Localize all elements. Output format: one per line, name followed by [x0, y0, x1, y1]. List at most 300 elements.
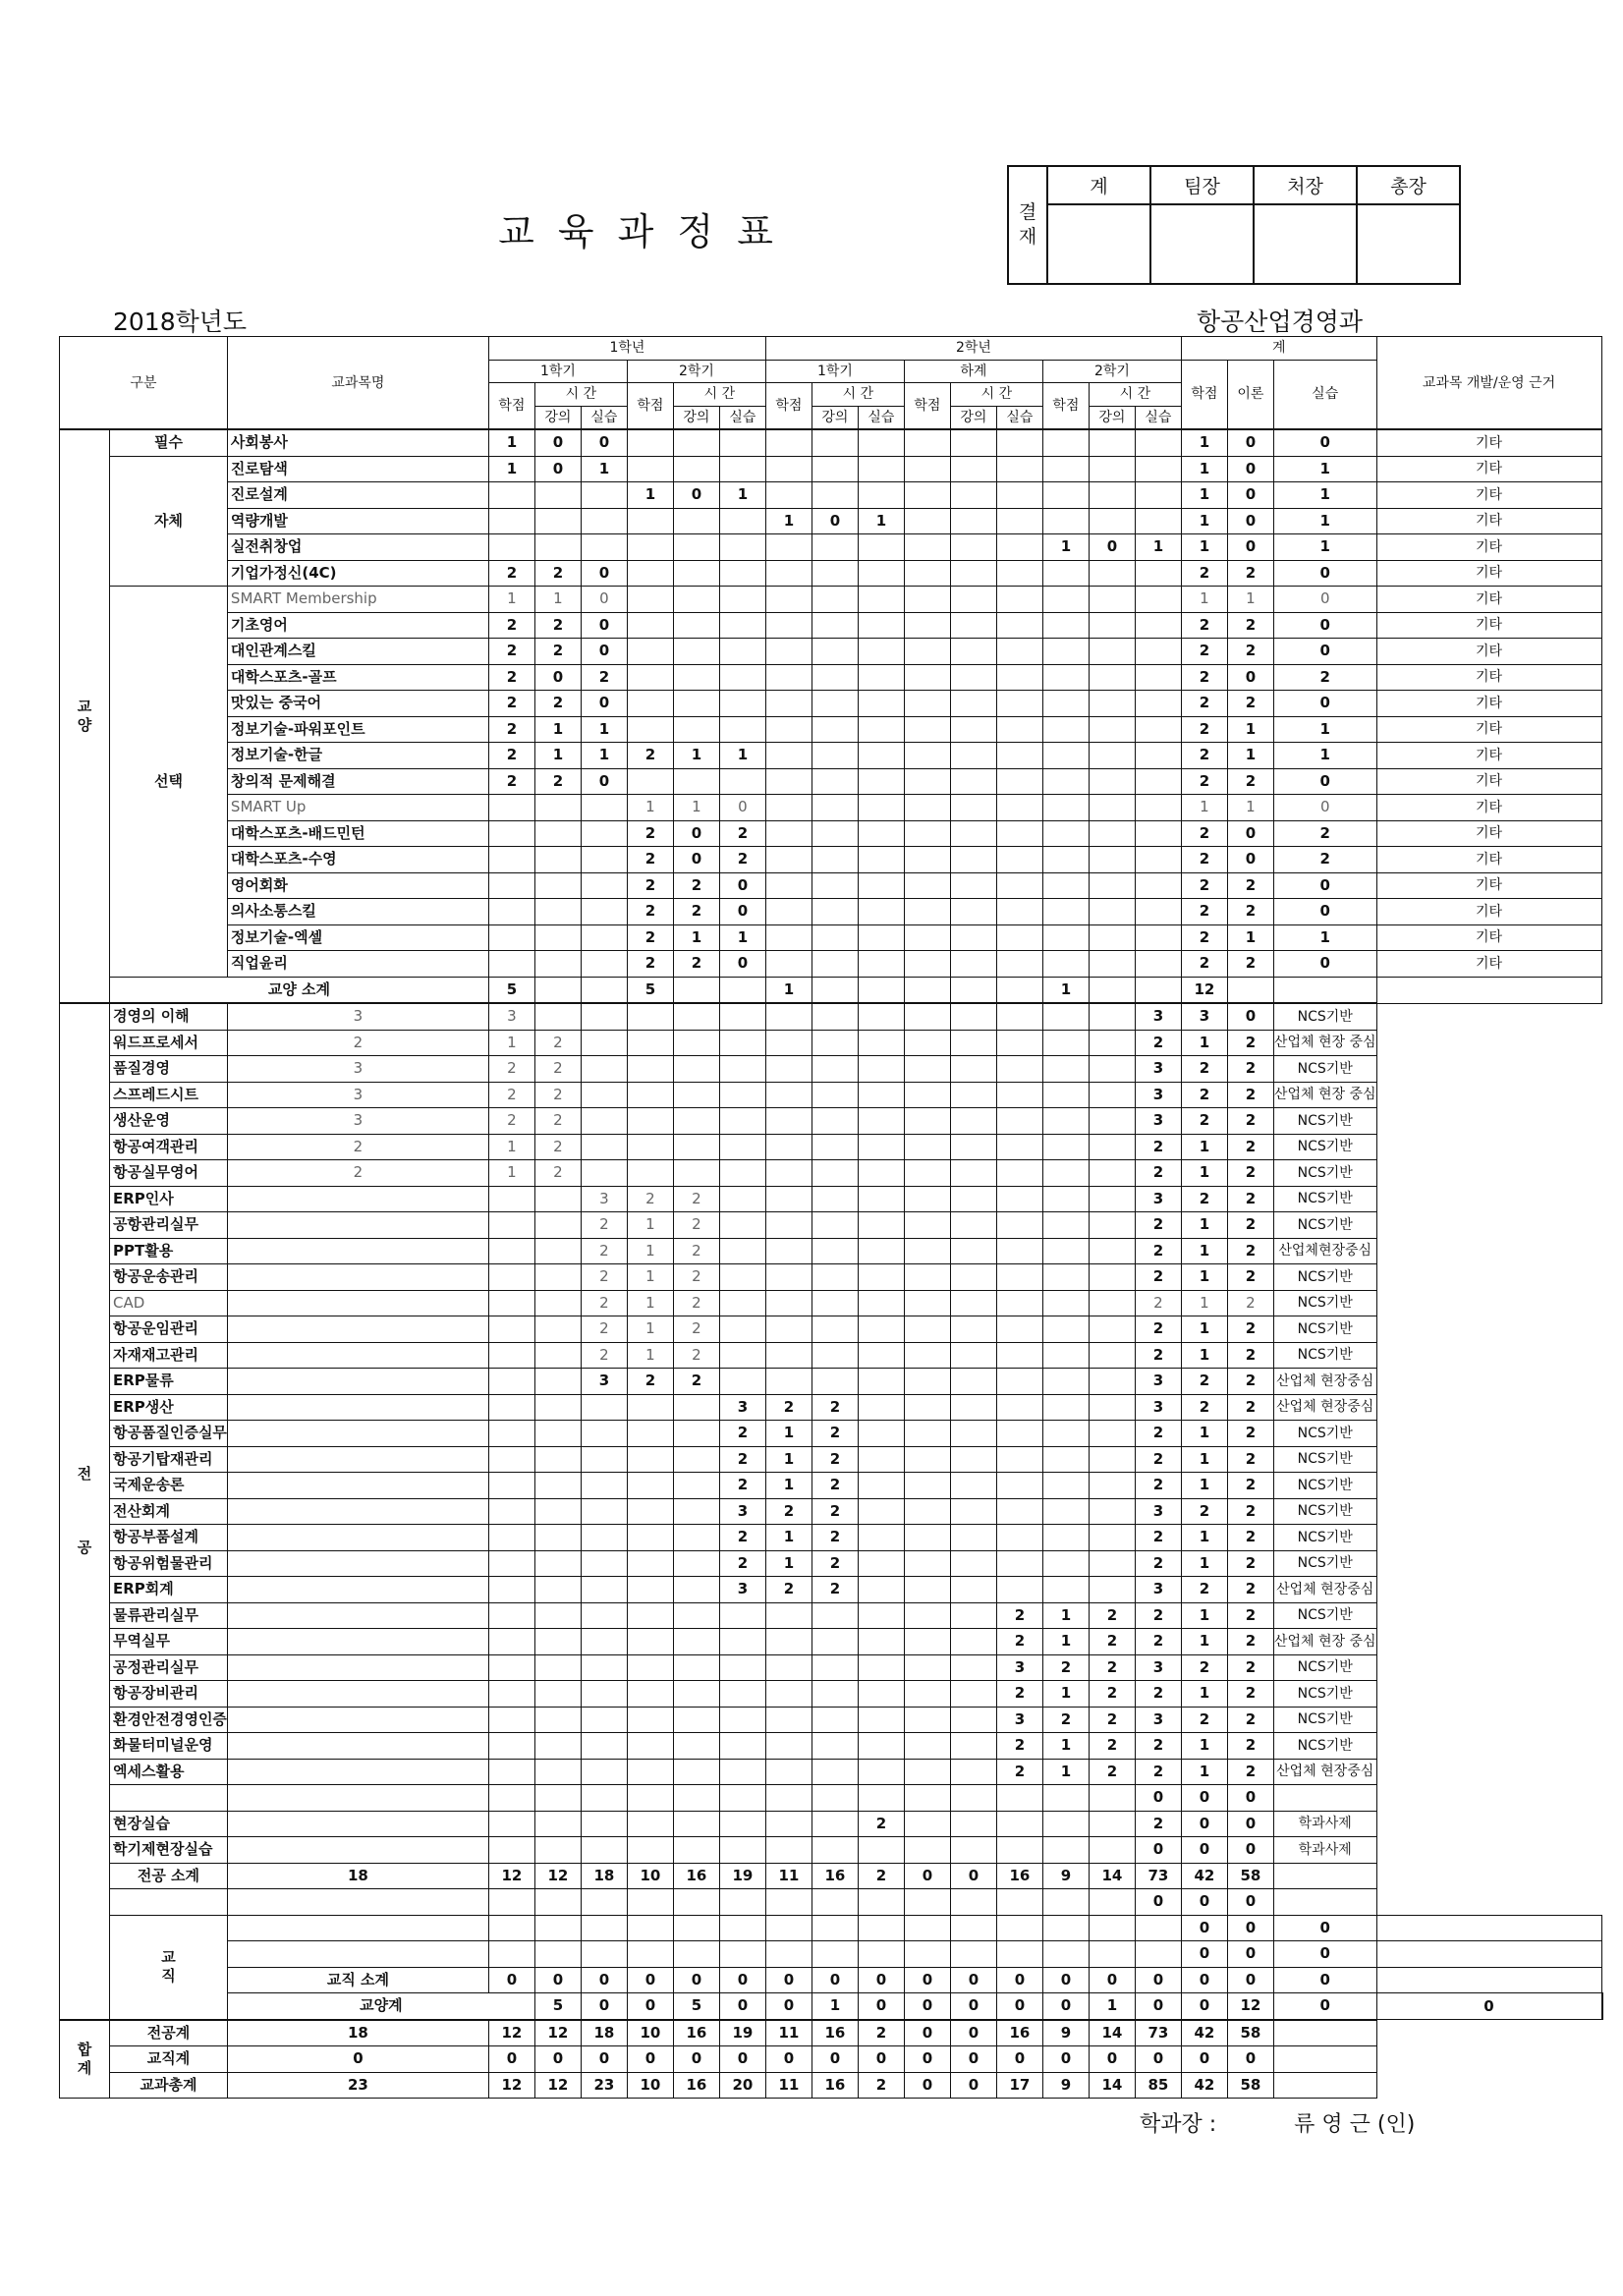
value-cell	[1089, 743, 1135, 769]
value-cell	[581, 1707, 627, 1733]
value-cell	[996, 951, 1042, 978]
value-cell	[673, 1681, 719, 1708]
value-cell	[581, 872, 627, 899]
value-cell	[719, 768, 765, 795]
course-name: 진로탐색	[227, 456, 488, 482]
value-cell	[627, 1785, 673, 1812]
basis-cell: NCS기반	[1273, 1186, 1376, 1212]
header-lecture: 강의	[673, 406, 719, 429]
approval-label: 결 재	[1008, 166, 1047, 284]
table-header	[60, 337, 1603, 430]
value-cell	[488, 1498, 534, 1525]
value-cell	[627, 560, 673, 587]
value-cell	[719, 1238, 765, 1264]
value-cell	[581, 508, 627, 534]
value-cell	[673, 1602, 719, 1629]
value-cell	[812, 1681, 858, 1708]
value-cell: 2	[996, 1733, 1042, 1760]
value-cell: 5	[627, 977, 673, 1003]
value-cell: 1	[1181, 1212, 1227, 1239]
value-cell	[950, 847, 996, 873]
value-cell	[488, 1941, 534, 1968]
value-cell: 2	[812, 1498, 858, 1525]
value-cell	[627, 1550, 673, 1577]
value-cell	[765, 1160, 812, 1187]
value-cell: 0	[950, 1863, 996, 1889]
value-cell: 73	[1135, 2020, 1181, 2046]
basis-cell: 산업체 현장 중심	[1273, 1082, 1376, 1108]
value-cell: 2	[1227, 1759, 1273, 1785]
value-cell	[904, 612, 950, 639]
value-cell: 0	[1227, 1941, 1273, 1968]
value-cell	[627, 639, 673, 665]
value-cell: 3	[1135, 1707, 1181, 1733]
value-cell: 2	[1227, 1654, 1273, 1681]
table-row	[60, 1681, 1603, 1708]
basis-cell: NCS기반	[1273, 1212, 1376, 1239]
value-cell: 2	[534, 1108, 581, 1135]
value-cell	[996, 1030, 1042, 1056]
value-cell	[950, 820, 996, 847]
value-cell	[996, 820, 1042, 847]
header-practice: 실습	[719, 406, 765, 429]
value-cell	[765, 743, 812, 769]
value-cell	[1042, 899, 1089, 925]
value-cell	[996, 429, 1042, 456]
value-cell	[1089, 872, 1135, 899]
value-cell: 2	[1089, 1759, 1135, 1785]
course-name: 영어회화	[227, 872, 488, 899]
course-name	[110, 1889, 228, 1916]
value-cell: 2	[627, 951, 673, 978]
value-cell	[950, 1134, 996, 1160]
value-cell	[1042, 612, 1089, 639]
value-cell	[534, 1212, 581, 1239]
value-cell: 2	[812, 1473, 858, 1499]
value-cell	[765, 872, 812, 899]
group-total: 합 계	[60, 2020, 110, 2099]
value-cell	[858, 1108, 904, 1135]
value-cell: 0	[581, 639, 627, 665]
value-cell	[765, 1264, 812, 1291]
value-cell: 1	[1181, 1264, 1227, 1291]
value-cell	[996, 847, 1042, 873]
table-row	[60, 1550, 1603, 1577]
value-cell	[1042, 847, 1089, 873]
value-cell	[996, 1264, 1042, 1291]
value-cell: 2	[1181, 872, 1227, 899]
value-cell: 1	[1273, 716, 1376, 743]
approval-col-3: 처장	[1254, 166, 1357, 204]
value-cell	[227, 1473, 488, 1499]
value-cell: 0	[904, 2072, 950, 2099]
basis-cell	[1376, 977, 1601, 1003]
value-cell: 3	[1135, 1186, 1181, 1212]
value-cell	[1135, 872, 1181, 899]
value-cell: 1	[1181, 1134, 1227, 1160]
department-name: 항공산업경영과	[1197, 308, 1364, 336]
value-cell: 2	[1227, 1707, 1273, 1733]
value-cell: 0	[950, 2072, 996, 2099]
value-cell	[904, 924, 950, 951]
value-cell: 2	[1227, 1629, 1273, 1655]
value-cell: 0	[581, 1993, 627, 2020]
value-cell	[1089, 1446, 1135, 1473]
value-cell	[950, 1837, 996, 1864]
approval-col-2: 팀장	[1150, 166, 1254, 204]
value-cell	[673, 1759, 719, 1785]
value-cell	[227, 1707, 488, 1733]
value-cell	[581, 1082, 627, 1108]
value-cell	[996, 639, 1042, 665]
value-cell: 2	[858, 1863, 904, 1889]
value-cell	[950, 1342, 996, 1369]
value-cell	[858, 768, 904, 795]
value-cell	[765, 1733, 812, 1760]
value-cell	[719, 1733, 765, 1760]
value-cell: 1	[1227, 587, 1273, 613]
value-cell	[996, 872, 1042, 899]
value-cell	[950, 1654, 996, 1681]
value-cell: 85	[1135, 2072, 1181, 2099]
value-cell	[812, 1316, 858, 1343]
basis-cell: 기타	[1376, 899, 1601, 925]
basis-cell: 기타	[1376, 743, 1601, 769]
approval-sign-3[interactable]	[1254, 204, 1357, 284]
value-cell	[488, 872, 534, 899]
value-cell	[488, 1733, 534, 1760]
value-cell	[534, 977, 581, 1003]
approval-sign-4[interactable]	[1357, 204, 1460, 284]
value-cell: 0	[950, 2020, 996, 2046]
value-cell	[812, 1654, 858, 1681]
value-cell	[950, 1759, 996, 1785]
value-cell	[996, 977, 1042, 1003]
value-cell	[227, 1759, 488, 1785]
value-cell	[996, 1837, 1042, 1864]
header-credit: 학점	[627, 383, 673, 430]
value-cell	[996, 795, 1042, 821]
course-name: 품질경영	[110, 1056, 228, 1083]
value-cell: 2	[1135, 1134, 1181, 1160]
value-cell	[581, 977, 627, 1003]
value-cell	[812, 1134, 858, 1160]
value-cell	[950, 534, 996, 561]
value-cell	[765, 1082, 812, 1108]
value-cell: 11	[765, 2072, 812, 2099]
value-cell: 2	[1042, 1654, 1089, 1681]
value-cell	[858, 1889, 904, 1916]
value-cell	[858, 1186, 904, 1212]
value-cell	[904, 664, 950, 691]
value-cell	[996, 1785, 1042, 1812]
course-name: 워드프로세서	[110, 1030, 228, 1056]
value-cell	[996, 1577, 1042, 1603]
value-cell	[627, 691, 673, 717]
basis-cell: NCS기반	[1273, 1134, 1376, 1160]
basis-cell: NCS기반	[1273, 1160, 1376, 1187]
value-cell	[673, 768, 719, 795]
value-cell	[581, 1134, 627, 1160]
header-lecture: 강의	[812, 406, 858, 429]
value-cell	[904, 951, 950, 978]
value-cell	[858, 1212, 904, 1239]
value-cell	[227, 1446, 488, 1473]
value-cell	[488, 1915, 534, 1941]
course-name: 스프레드시트	[110, 1082, 228, 1108]
value-cell	[812, 1056, 858, 1083]
value-cell	[812, 587, 858, 613]
value-cell	[227, 1733, 488, 1760]
value-cell	[627, 1602, 673, 1629]
value-cell	[765, 1212, 812, 1239]
table-row	[60, 743, 1603, 769]
value-cell	[996, 1473, 1042, 1499]
value-cell	[765, 1915, 812, 1941]
table-row	[60, 587, 1603, 613]
value-cell	[812, 1342, 858, 1369]
value-cell	[581, 951, 627, 978]
value-cell	[1089, 924, 1135, 951]
course-name	[110, 1785, 228, 1812]
value-cell: 0	[1376, 1993, 1601, 2020]
value-cell	[1135, 847, 1181, 873]
table-row	[60, 1186, 1603, 1212]
value-cell: 1	[1181, 1629, 1227, 1655]
value-cell	[904, 899, 950, 925]
value-cell	[858, 534, 904, 561]
basis-cell: NCS기반	[1273, 1342, 1376, 1369]
value-cell: 42	[1181, 2020, 1227, 2046]
value-cell: 0	[904, 1967, 950, 1993]
value-cell	[581, 1837, 627, 1864]
value-cell	[488, 1759, 534, 1785]
value-cell: 2	[1181, 768, 1227, 795]
value-cell: 0	[1273, 429, 1376, 456]
value-cell	[904, 1186, 950, 1212]
value-cell: 0	[719, 2046, 765, 2073]
approval-sign-1[interactable]	[1047, 204, 1150, 284]
value-cell	[581, 1681, 627, 1708]
value-cell	[812, 664, 858, 691]
value-cell	[996, 1446, 1042, 1473]
table-row	[60, 1602, 1603, 1629]
value-cell: 2	[1227, 1681, 1273, 1708]
value-cell: 1	[627, 1342, 673, 1369]
value-cell: 1	[858, 508, 904, 534]
value-cell: 2	[673, 1290, 719, 1316]
value-cell: 16	[673, 2072, 719, 2099]
header-credit: 학점	[488, 383, 534, 430]
header-category: 구분	[60, 337, 228, 430]
value-cell	[904, 1733, 950, 1760]
value-cell: 1	[765, 1421, 812, 1447]
basis-cell: NCS기반	[1273, 1108, 1376, 1135]
value-cell	[950, 1238, 996, 1264]
value-cell	[1089, 1394, 1135, 1421]
value-cell: 0	[1135, 1785, 1181, 1812]
value-cell	[858, 1316, 904, 1343]
value-cell	[812, 1837, 858, 1864]
header-lecture: 강의	[534, 406, 581, 429]
value-cell	[627, 1134, 673, 1160]
value-cell	[1089, 1550, 1135, 1577]
value-cell	[765, 1186, 812, 1212]
subtotal-row	[60, 1863, 1603, 1889]
basis-cell: 산업체 현장중심	[1273, 1369, 1376, 1395]
value-cell	[765, 1602, 812, 1629]
value-cell	[1089, 716, 1135, 743]
value-cell	[904, 456, 950, 482]
value-cell	[812, 716, 858, 743]
value-cell	[904, 1134, 950, 1160]
value-cell: 3	[488, 1003, 534, 1030]
approval-sign-2[interactable]	[1150, 204, 1254, 284]
value-cell: 2	[1227, 768, 1273, 795]
basis-cell: NCS기반	[1273, 1316, 1376, 1343]
value-cell	[627, 1108, 673, 1135]
value-cell	[1042, 924, 1089, 951]
value-cell: 0	[1181, 1967, 1227, 1993]
value-cell	[812, 1785, 858, 1812]
value-cell: 0	[1135, 2046, 1181, 2073]
value-cell: 0	[1227, 820, 1273, 847]
value-cell: 2	[1273, 847, 1376, 873]
course-name: 대학스포츠-수영	[227, 847, 488, 873]
value-cell	[1135, 1941, 1181, 1968]
value-cell	[812, 820, 858, 847]
value-cell	[1089, 1915, 1135, 1941]
value-cell: 2	[1227, 1160, 1273, 1187]
value-cell	[1042, 795, 1089, 821]
value-cell	[812, 743, 858, 769]
value-cell: 3	[1135, 1654, 1181, 1681]
value-cell	[227, 1577, 488, 1603]
value-cell	[904, 795, 950, 821]
value-cell	[812, 1082, 858, 1108]
value-cell: 1	[581, 456, 627, 482]
value-cell: 0	[1227, 847, 1273, 873]
value-cell	[488, 1316, 534, 1343]
value-cell	[950, 1056, 996, 1083]
table-row	[60, 456, 1603, 482]
value-cell	[858, 1394, 904, 1421]
value-cell	[904, 1316, 950, 1343]
value-cell: 14	[1089, 1863, 1135, 1889]
basis-cell: 기타	[1376, 847, 1601, 873]
value-cell	[765, 1941, 812, 1968]
value-cell	[858, 1238, 904, 1264]
value-cell	[1089, 1577, 1135, 1603]
value-cell	[719, 1629, 765, 1655]
value-cell	[581, 1394, 627, 1421]
value-cell	[1042, 429, 1089, 456]
value-cell	[858, 743, 904, 769]
value-cell	[812, 1733, 858, 1760]
value-cell	[996, 508, 1042, 534]
value-cell	[627, 1654, 673, 1681]
basis-cell	[1273, 1785, 1376, 1812]
value-cell	[904, 743, 950, 769]
value-cell	[996, 534, 1042, 561]
value-cell: 1	[1181, 795, 1227, 821]
value-cell: 2	[1227, 1134, 1273, 1160]
value-cell	[534, 1654, 581, 1681]
value-cell: 0	[1181, 2046, 1227, 2073]
value-cell	[950, 1681, 996, 1708]
value-cell	[1089, 951, 1135, 978]
value-cell	[904, 768, 950, 795]
value-cell	[1089, 1290, 1135, 1316]
value-cell: 2	[488, 768, 534, 795]
value-cell	[581, 924, 627, 951]
header-term-3: 1학기	[765, 360, 904, 383]
value-cell: 0	[719, 795, 765, 821]
value-cell	[996, 587, 1042, 613]
value-cell	[627, 1707, 673, 1733]
table-row	[60, 1733, 1603, 1760]
value-cell	[1042, 1550, 1089, 1577]
value-cell: 1	[488, 1160, 534, 1187]
header-hours: 시 간	[1089, 383, 1181, 407]
value-cell	[1089, 1473, 1135, 1499]
table-row	[60, 1837, 1603, 1864]
value-cell: 2	[1181, 1577, 1227, 1603]
value-cell: 2	[1227, 1421, 1273, 1447]
value-cell	[1042, 1473, 1089, 1499]
value-cell	[950, 1550, 996, 1577]
value-cell: 0	[765, 1993, 812, 2020]
value-cell	[627, 1030, 673, 1056]
value-cell: 0	[719, 899, 765, 925]
value-cell: 0	[1273, 691, 1376, 717]
value-cell	[488, 1238, 534, 1264]
value-cell: 1	[812, 1993, 858, 2020]
value-cell	[765, 1108, 812, 1135]
value-cell	[1089, 1889, 1135, 1916]
value-cell	[719, 1759, 765, 1785]
value-cell: 2	[627, 1369, 673, 1395]
value-cell: 1	[719, 482, 765, 509]
value-cell: 0	[1273, 587, 1376, 613]
value-cell	[950, 1369, 996, 1395]
value-cell: 1	[673, 743, 719, 769]
table-body	[60, 429, 1603, 2099]
value-cell	[719, 1003, 765, 1030]
value-cell	[488, 1707, 534, 1733]
value-cell	[534, 1577, 581, 1603]
value-cell	[1042, 820, 1089, 847]
value-cell	[950, 664, 996, 691]
value-cell: 2	[1227, 1264, 1273, 1291]
value-cell: 5	[673, 1993, 719, 2020]
value-cell	[627, 768, 673, 795]
course-name: 항공위험물관리	[110, 1550, 228, 1577]
value-cell	[904, 1082, 950, 1108]
value-cell: 0	[719, 951, 765, 978]
value-cell: 2	[1227, 1056, 1273, 1083]
value-cell: 2	[627, 1186, 673, 1212]
value-cell	[534, 1733, 581, 1760]
table-row	[60, 1342, 1603, 1369]
value-cell: 1	[1227, 743, 1273, 769]
value-cell	[904, 534, 950, 561]
value-cell	[812, 795, 858, 821]
value-cell: 2	[1181, 951, 1227, 978]
basis-cell: 기타	[1376, 768, 1601, 795]
value-cell	[1042, 664, 1089, 691]
value-cell: 1	[627, 1212, 673, 1239]
